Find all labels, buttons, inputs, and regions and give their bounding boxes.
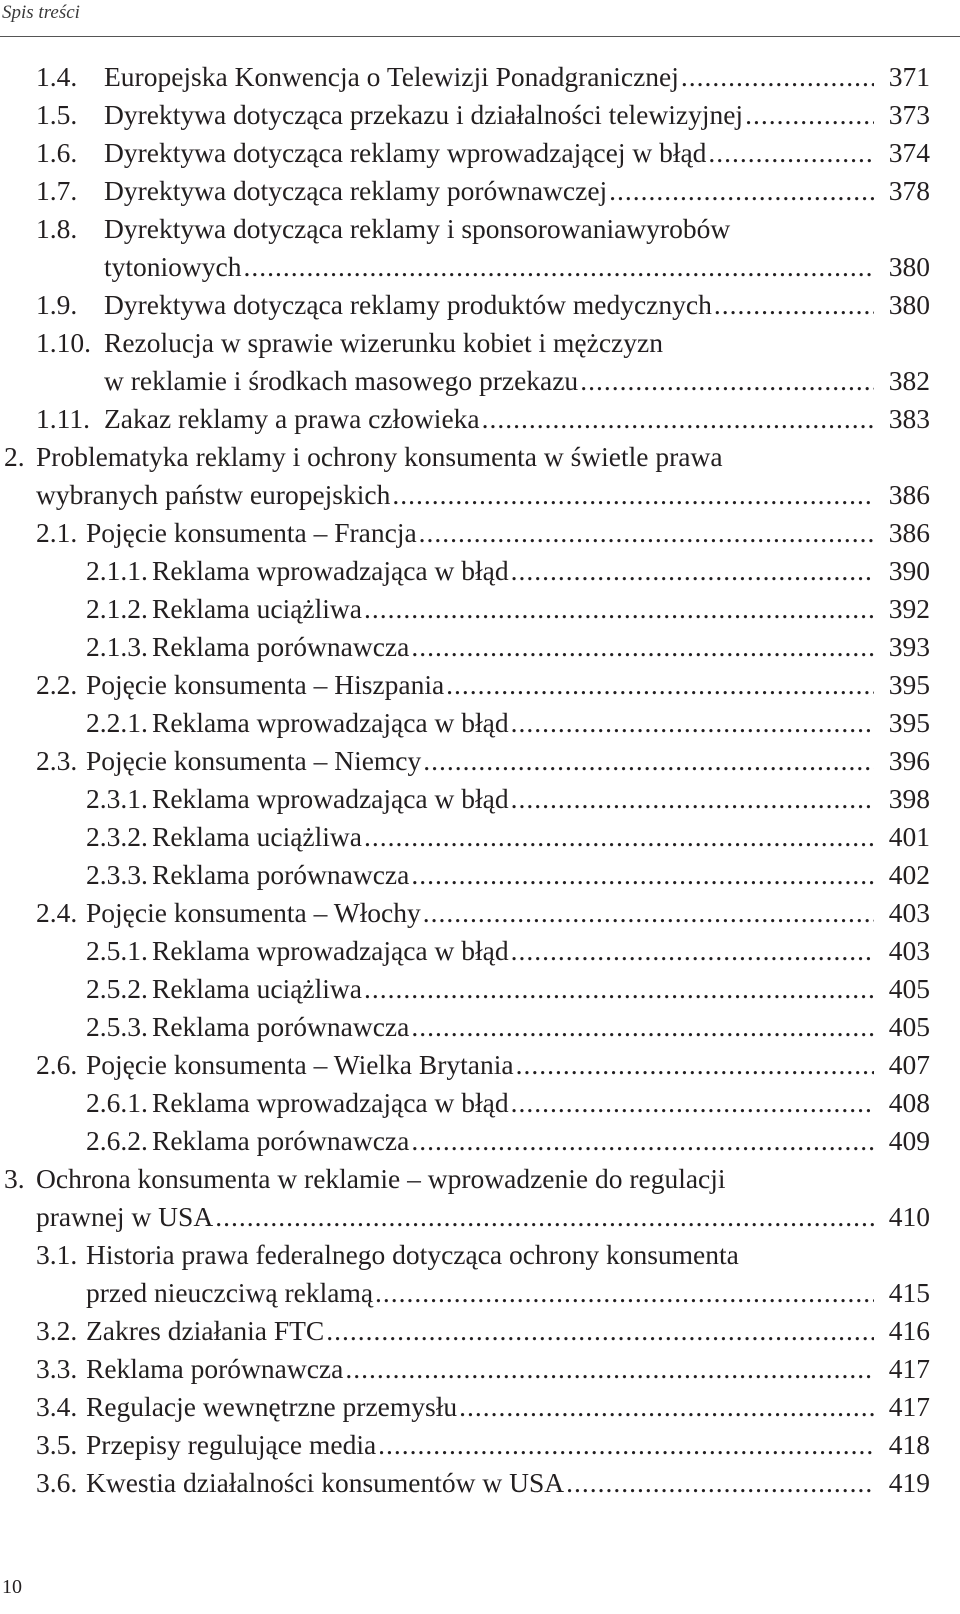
toc-entry-title: Reklama uciążliwa — [152, 973, 362, 1004]
dot-leader — [482, 400, 874, 438]
dot-leader — [411, 1122, 874, 1160]
toc-entry-number: 2.3.1. — [86, 783, 148, 814]
toc-entry-title: Reklama porównawcza — [152, 859, 410, 890]
dot-leader — [511, 552, 874, 590]
toc-entry[interactable] — [0, 1350, 960, 1388]
dot-leader — [511, 780, 874, 818]
dot-leader — [708, 134, 874, 172]
toc-entry-title: Reklama wprowadzająca w błąd — [152, 783, 509, 814]
toc-entry-page: 405 — [888, 973, 930, 1004]
table-of-contents — [0, 58, 960, 1502]
toc-entry-title: Dyrektywa dotycząca reklamy i sponsorowaniawyrobów — [104, 213, 731, 244]
toc-entry-title: Dyrektywa dotycząca reklamy produktów medycznych — [104, 289, 712, 320]
toc-entry[interactable] — [0, 552, 960, 590]
dot-leader — [378, 1426, 874, 1464]
toc-entry-number: 3.5. — [36, 1429, 78, 1460]
toc-entry[interactable] — [0, 780, 960, 818]
dot-leader — [511, 1084, 874, 1122]
toc-entry-title: Reklama wprowadzająca w błąd — [152, 1087, 509, 1118]
toc-entry[interactable] — [0, 514, 960, 552]
dot-leader — [345, 1350, 874, 1388]
toc-entry[interactable] — [0, 58, 960, 96]
toc-entry-page: 408 — [888, 1087, 930, 1118]
toc-entry-page: 398 — [888, 783, 930, 814]
toc-entry[interactable] — [0, 400, 960, 438]
header-rule — [0, 36, 960, 37]
dot-leader — [364, 590, 874, 628]
toc-entry-title: Dyrektywa dotycząca reklamy porównawczej — [104, 175, 608, 206]
toc-entry-number: 1.10. — [36, 327, 91, 358]
toc-entry-number: 2.6.2. — [86, 1125, 148, 1156]
toc-entry-title: Pojęcie konsumenta – Francja — [86, 517, 417, 548]
toc-entry-number: 2.5.2. — [86, 973, 148, 1004]
dot-leader — [446, 666, 874, 704]
toc-entry[interactable] — [0, 1464, 960, 1502]
toc-entry[interactable] — [0, 96, 960, 134]
toc-entry-title: prawnej w USA — [36, 1201, 214, 1232]
toc-entry-title: Rezolucja w sprawie wizerunku kobiet i mężczyzn — [104, 327, 663, 358]
toc-entry-page: 417 — [888, 1391, 930, 1422]
toc-entry-title: Historia prawa federalnego dotycząca ochrony konsumenta — [86, 1239, 739, 1270]
toc-entry-title: Reklama wprowadzająca w błąd — [152, 935, 509, 966]
toc-entry-page: 409 — [888, 1125, 930, 1156]
dot-leader — [411, 856, 874, 894]
toc-entry-title: Reklama wprowadzająca w błąd — [152, 555, 509, 586]
dot-leader — [714, 286, 874, 324]
toc-entry-page: 383 — [888, 403, 930, 434]
toc-entry[interactable] — [0, 856, 960, 894]
toc-entry-number: 2.2.1. — [86, 707, 148, 738]
toc-entry-page: 396 — [888, 745, 930, 776]
toc-entry-number: 2.3. — [36, 745, 78, 776]
toc-entry-page: 378 — [888, 175, 930, 206]
toc-entry-title: tytoniowych — [104, 251, 242, 282]
toc-entry-page: 410 — [888, 1201, 930, 1232]
toc-entry-number: 1.7. — [36, 175, 78, 206]
toc-entry-title: Reklama porównawcza — [152, 1125, 410, 1156]
toc-entry-title: Reklama uciążliwa — [152, 821, 362, 852]
dot-leader — [411, 628, 874, 666]
toc-entry-number: 1.11. — [36, 403, 90, 434]
toc-entry-title: Dyrektywa dotycząca reklamy wprowadzającej w błąd — [104, 137, 707, 168]
toc-entry-number: 2.1.1. — [86, 555, 148, 586]
toc-entry-page: 386 — [888, 479, 930, 510]
dot-leader — [215, 1198, 874, 1236]
running-head: Spis treści — [2, 2, 80, 23]
toc-entry-number: 3. — [4, 1163, 25, 1194]
dot-leader — [566, 1464, 874, 1502]
toc-entry-page: 392 — [888, 593, 930, 624]
toc-entry-page: 395 — [888, 669, 930, 700]
toc-entry-number: 1.4. — [36, 61, 78, 92]
toc-entry[interactable] — [0, 134, 960, 172]
toc-entry-number: 2.6. — [36, 1049, 78, 1080]
toc-entry-page: 382 — [888, 365, 930, 396]
toc-entry[interactable] — [0, 1084, 960, 1122]
toc-entry-title: Europejska Konwencja o Telewizji Ponadgranicznej — [104, 61, 679, 92]
toc-entry-number: 2.6.1. — [86, 1087, 148, 1118]
toc-entry[interactable] — [0, 704, 960, 742]
toc-entry[interactable] — [0, 590, 960, 628]
dot-leader — [511, 932, 874, 970]
toc-entry-title: Problematyka reklamy i ochrony konsumenta w świetle prawa — [36, 441, 723, 472]
toc-entry-number: 3.4. — [36, 1391, 78, 1422]
toc-entry-page: 380 — [888, 251, 930, 282]
toc-entry-page: 417 — [888, 1353, 930, 1384]
toc-entry-number: 2.2. — [36, 669, 78, 700]
toc-entry-title: Reklama wprowadzająca w błąd — [152, 707, 509, 738]
toc-entry[interactable] — [0, 1312, 960, 1350]
toc-entry[interactable] — [0, 1046, 960, 1084]
toc-entry-number: 1.8. — [36, 213, 78, 244]
toc-entry-number: 2.3.3. — [86, 859, 148, 890]
toc-entry-page: 402 — [888, 859, 930, 890]
toc-entry[interactable] — [0, 1160, 960, 1236]
toc-entry-title: Pojęcie konsumenta – Niemcy — [86, 745, 422, 776]
toc-entry[interactable] — [0, 172, 960, 210]
toc-entry-number: 2. — [4, 441, 25, 472]
toc-entry-number: 1.5. — [36, 99, 78, 130]
toc-entry[interactable] — [0, 628, 960, 666]
toc-entry-number: 2.3.2. — [86, 821, 148, 852]
dot-leader — [326, 1312, 874, 1350]
page-number: 10 — [2, 1576, 22, 1598]
dot-leader — [511, 704, 874, 742]
toc-entry-number: 3.6. — [36, 1467, 78, 1498]
toc-entry-page: 373 — [888, 99, 930, 130]
toc-entry[interactable] — [0, 210, 960, 286]
toc-entry[interactable] — [0, 286, 960, 324]
dot-leader — [411, 1008, 874, 1046]
toc-entry-title: Dyrektywa dotycząca przekazu i działalności telewizyjnej — [104, 99, 744, 130]
toc-entry-title: Reklama porównawcza — [152, 1011, 410, 1042]
toc-entry-page: 390 — [888, 555, 930, 586]
dot-leader — [423, 894, 874, 932]
dot-leader — [459, 1388, 874, 1426]
toc-entry-page: 403 — [888, 935, 930, 966]
toc-entry-title: Przepisy regulujące media — [86, 1429, 377, 1460]
toc-entry[interactable] — [0, 1426, 960, 1464]
toc-entry-page: 416 — [888, 1315, 930, 1346]
toc-entry-page: 401 — [888, 821, 930, 852]
toc-entry-title: Kwestia działalności konsumentów w USA — [86, 1467, 565, 1498]
toc-entry-number: 3.3. — [36, 1353, 78, 1384]
toc-entry[interactable] — [0, 438, 960, 514]
toc-entry-title: Pojęcie konsumenta – Hiszpania — [86, 669, 445, 700]
toc-entry-page: 393 — [888, 631, 930, 662]
toc-entry-title: Zakaz reklamy a prawa człowieka — [104, 403, 480, 434]
toc-entry-number: 1.6. — [36, 137, 78, 168]
toc-entry-page: 418 — [888, 1429, 930, 1460]
dot-leader — [419, 514, 874, 552]
toc-entry-number: 2.5.1. — [86, 935, 148, 966]
toc-entry-page: 403 — [888, 897, 930, 928]
toc-entry-title: Reklama porównawcza — [86, 1353, 344, 1384]
dot-leader — [244, 248, 875, 286]
dot-leader — [745, 96, 874, 134]
toc-entry-title: Reklama porównawcza — [152, 631, 410, 662]
toc-entry-title: w reklamie i środkach masowego przekazu — [104, 365, 579, 396]
toc-entry-number: 2.1. — [36, 517, 78, 548]
dot-leader — [580, 362, 874, 400]
toc-entry[interactable] — [0, 818, 960, 856]
toc-entry-number: 1.9. — [36, 289, 78, 320]
toc-entry[interactable] — [0, 894, 960, 932]
dot-leader — [392, 476, 874, 514]
dot-leader — [364, 818, 874, 856]
toc-entry-page: 380 — [888, 289, 930, 320]
toc-entry[interactable] — [0, 1008, 960, 1046]
toc-entry[interactable] — [0, 742, 960, 780]
toc-entry-number: 2.5.3. — [86, 1011, 148, 1042]
toc-entry[interactable] — [0, 1236, 960, 1312]
toc-entry[interactable] — [0, 324, 960, 400]
toc-entry[interactable] — [0, 932, 960, 970]
toc-entry-page: 405 — [888, 1011, 930, 1042]
toc-entry-number: 2.1.3. — [86, 631, 148, 662]
dot-leader — [609, 172, 874, 210]
toc-entry-page: 371 — [888, 61, 930, 92]
toc-entry-title: Pojęcie konsumenta – Wielka Brytania — [86, 1049, 514, 1080]
dot-leader — [375, 1274, 874, 1312]
dot-leader — [364, 970, 874, 1008]
toc-entry-title: wybranych państw europejskich — [36, 479, 391, 510]
toc-entry[interactable] — [0, 666, 960, 704]
toc-entry-title: Ochrona konsumenta w reklamie – wprowadzenie do regulacji — [36, 1163, 726, 1194]
toc-entry-title: Regulacje wewnętrzne przemysłu — [86, 1391, 458, 1422]
dot-leader — [681, 58, 874, 96]
toc-entry[interactable] — [0, 970, 960, 1008]
dot-leader — [516, 1046, 874, 1084]
toc-entry-page: 374 — [888, 137, 930, 168]
toc-entry[interactable] — [0, 1122, 960, 1160]
toc-entry-number: 3.1. — [36, 1239, 78, 1270]
toc-entry-number: 2.1.2. — [86, 593, 148, 624]
toc-entry-number: 3.2. — [36, 1315, 78, 1346]
dot-leader — [423, 742, 874, 780]
toc-entry[interactable] — [0, 1388, 960, 1426]
toc-entry-number: 2.4. — [36, 897, 78, 928]
toc-entry-page: 415 — [888, 1277, 930, 1308]
toc-entry-page: 407 — [888, 1049, 930, 1080]
toc-entry-page: 395 — [888, 707, 930, 738]
toc-entry-page: 386 — [888, 517, 930, 548]
toc-entry-page: 419 — [888, 1467, 930, 1498]
toc-entry-title: Pojęcie konsumenta – Włochy — [86, 897, 421, 928]
toc-entry-title: Reklama uciążliwa — [152, 593, 362, 624]
toc-entry-title: Zakres działania FTC — [86, 1315, 325, 1346]
toc-entry-title: przed nieuczciwą reklamą — [86, 1277, 374, 1308]
